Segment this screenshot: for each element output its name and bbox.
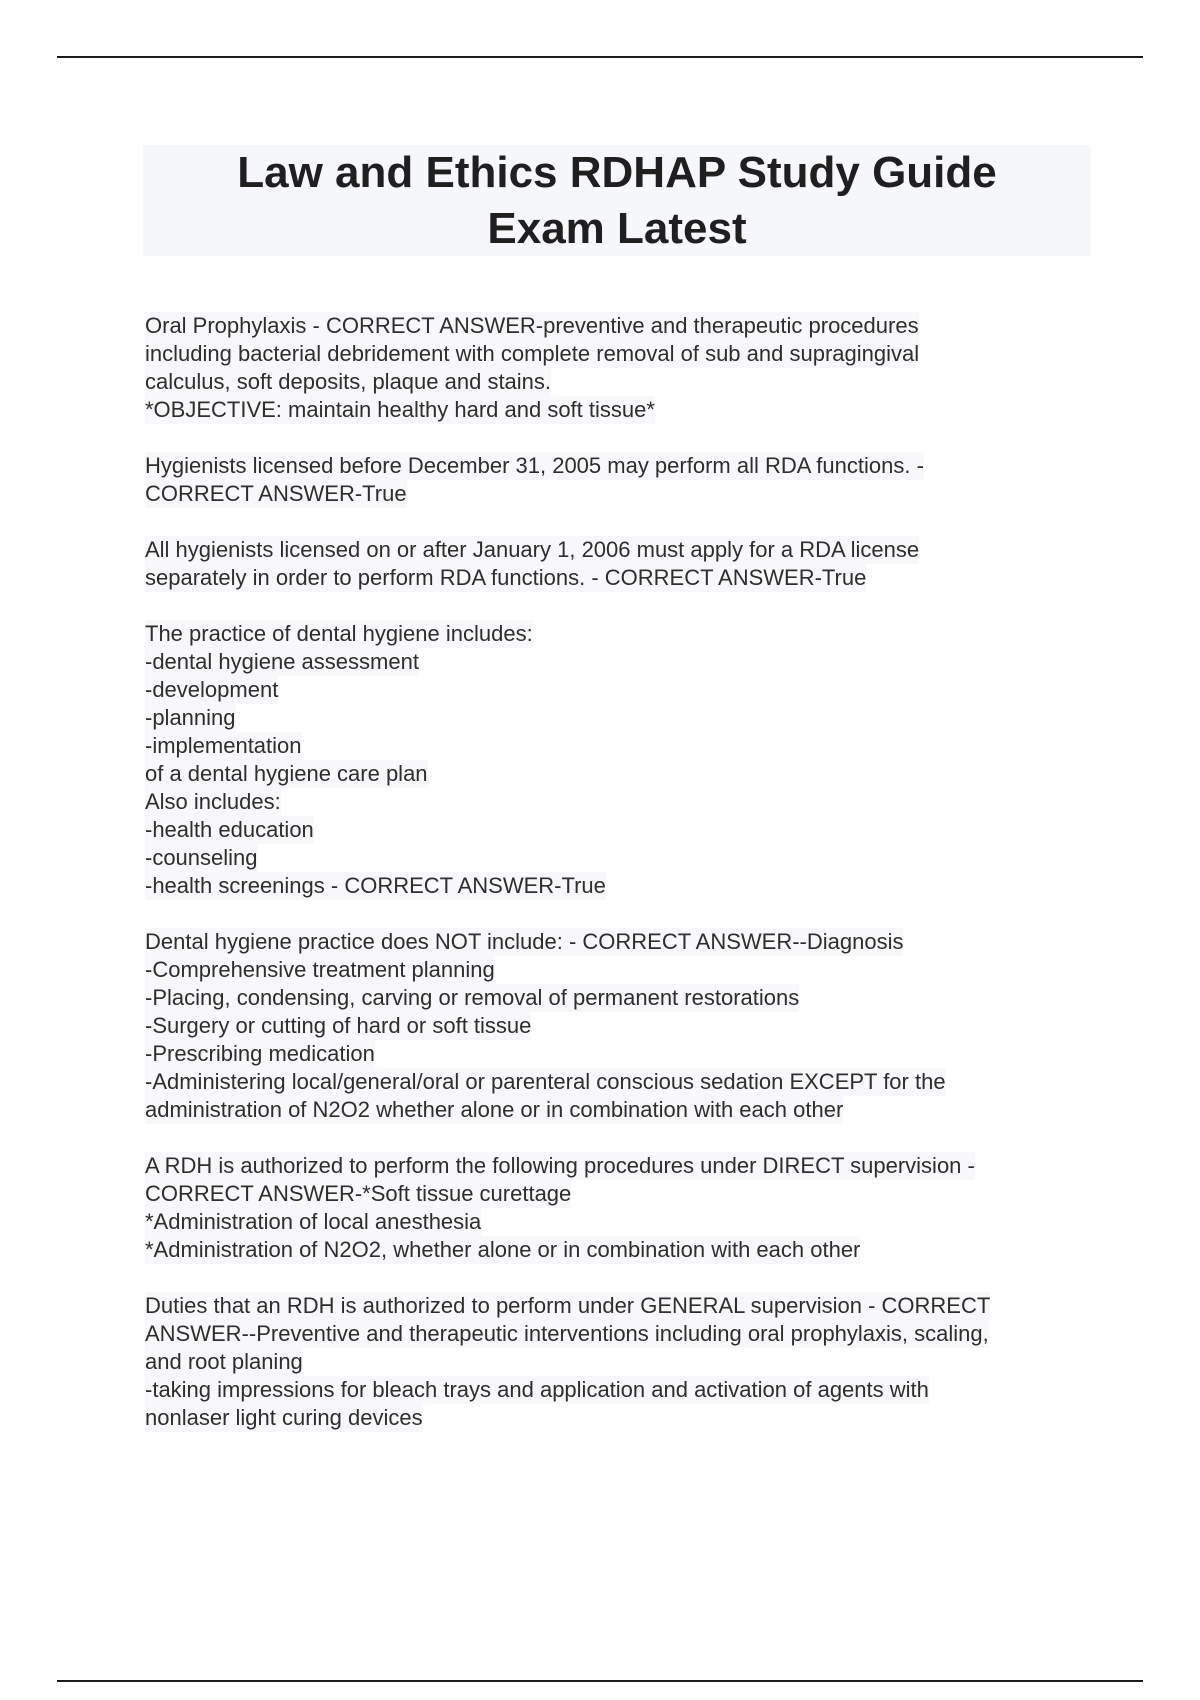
- text-line: -taking impressions for bleach trays and application and activation of agents with: [145, 1377, 929, 1402]
- text-line: -Placing, condensing, carving or removal of permanent restorations: [145, 985, 800, 1010]
- text-line: CORRECT ANSWER-True: [145, 481, 407, 506]
- qa-entry: [145, 1292, 1090, 1432]
- text-line: The practice of dental hygiene includes:: [145, 621, 533, 646]
- text-line: *Administration of local anesthesia: [145, 1209, 482, 1234]
- text-line: ANSWER--Preventive and therapeutic interventions including oral prophylaxis, scaling,: [145, 1321, 989, 1346]
- text-line: -counseling: [145, 845, 258, 870]
- document-title: Law and Ethics RDHAP Study Guide Exam Latest: [237, 147, 997, 253]
- text-line: Oral Prophylaxis - CORRECT ANSWER-preventive and therapeutic procedures: [145, 313, 919, 338]
- text-line: -health screenings - CORRECT ANSWER-True: [145, 873, 606, 898]
- text-line: of a dental hygiene care plan: [145, 761, 428, 786]
- text-line: calculus, soft deposits, plaque and stains.: [145, 369, 552, 394]
- text-line: Duties that an RDH is authorized to perform under GENERAL supervision - CORRECT: [145, 1293, 991, 1318]
- text-line: -development: [145, 677, 279, 702]
- qa-entry: [145, 312, 1090, 424]
- text-line: -planning: [145, 705, 236, 730]
- text-line: -dental hygiene assessment: [145, 649, 419, 674]
- text-line: -implementation: [145, 733, 302, 758]
- text-line: A RDH is authorized to perform the following procedures under DIRECT supervision -: [145, 1153, 975, 1178]
- qa-entry: [145, 1152, 1090, 1264]
- text-line: Dental hygiene practice does NOT include: - CORRECT ANSWER--Diagnosis: [145, 929, 904, 954]
- text-line: -Administering local/general/oral or parenteral conscious sedation EXCEPT for the: [145, 1069, 946, 1094]
- text-line: CORRECT ANSWER-*Soft tissue curettage: [145, 1181, 572, 1206]
- study-guide-content: [145, 312, 1090, 1460]
- qa-entry: [145, 452, 1090, 508]
- text-line: *OBJECTIVE: maintain healthy hard and soft tissue*: [145, 397, 655, 422]
- title-banner: [143, 145, 1091, 256]
- qa-entry: [145, 620, 1090, 900]
- top-rule: [57, 56, 1143, 58]
- text-line: including bacterial debridement with complete removal of sub and supragingival: [145, 341, 920, 366]
- text-line: -Prescribing medication: [145, 1041, 375, 1066]
- text-line: administration of N2O2 whether alone or in combination with each other: [145, 1097, 844, 1122]
- qa-entry: [145, 536, 1090, 592]
- text-line: -Comprehensive treatment planning: [145, 957, 495, 982]
- text-line: nonlaser light curing devices: [145, 1405, 423, 1430]
- qa-entry: [145, 928, 1090, 1124]
- text-line: Also includes:: [145, 789, 281, 814]
- text-line: separately in order to perform RDA functions. - CORRECT ANSWER-True: [145, 565, 867, 590]
- text-line: -health education: [145, 817, 314, 842]
- text-line: *Administration of N2O2, whether alone or in combination with each other: [145, 1237, 861, 1262]
- text-line: All hygienists licensed on or after January 1, 2006 must apply for a RDA license: [145, 537, 920, 562]
- bottom-rule: [57, 1680, 1143, 1682]
- text-line: Hygienists licensed before December 31, 2005 may perform all RDA functions. -: [145, 453, 924, 478]
- text-line: and root planing: [145, 1349, 303, 1374]
- text-line: -Surgery or cutting of hard or soft tissue: [145, 1013, 532, 1038]
